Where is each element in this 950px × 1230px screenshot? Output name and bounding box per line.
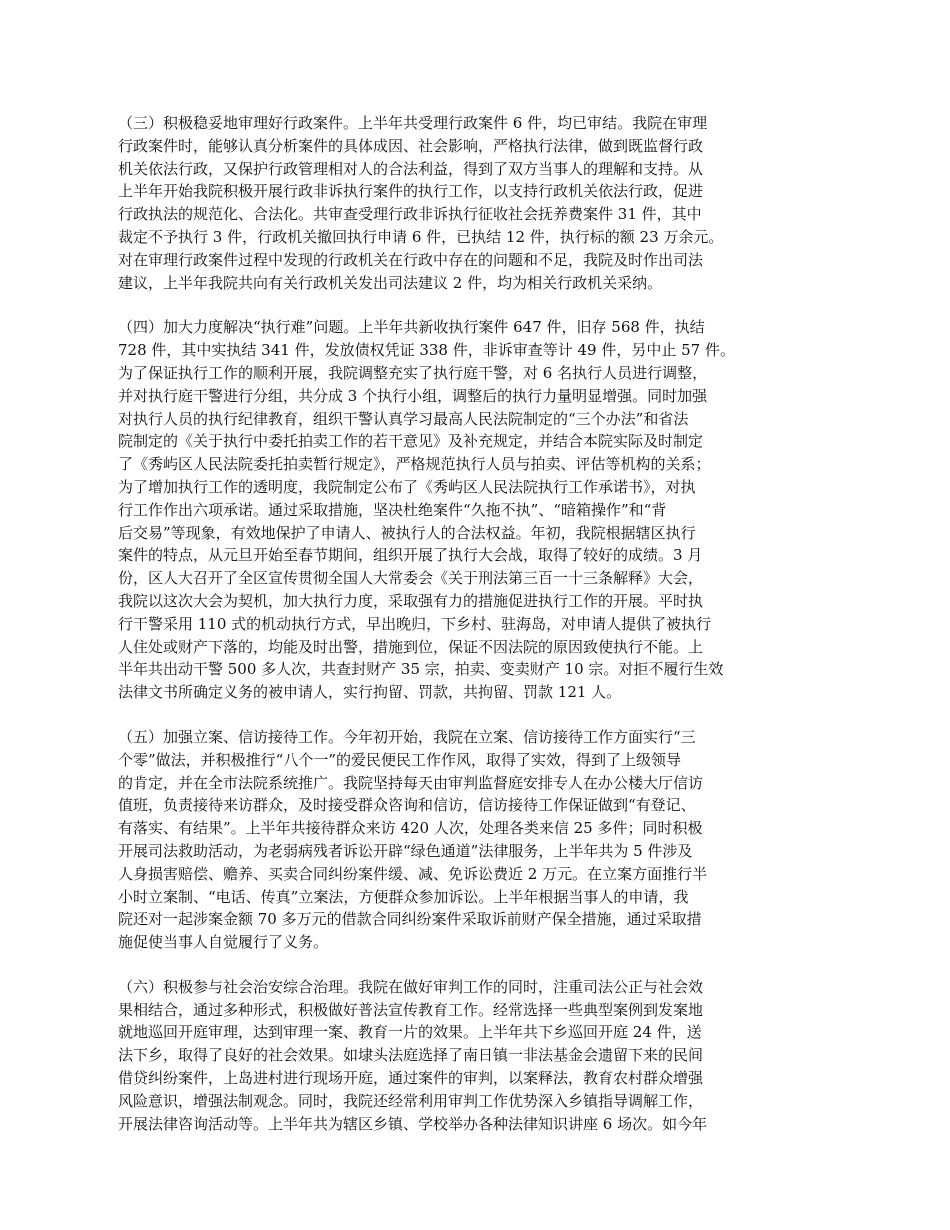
text-line: 个零”做法，并积极推行“八个一”的爱民便民工作作风，取得了实效，得到了上级领导 xyxy=(118,750,682,769)
text-line: 值班，负责接待来访群众，及时接受群众咨询和信访，信访接待工作保证做到“有登记、 xyxy=(118,796,696,815)
text-line: 果相结合，通过多种形式，积极做好普法宣传教育工作。经常选择一些典型案例到发案地 xyxy=(118,1000,704,1019)
text-line: 裁定不予执行 3 件，行政机关撤回执行申请 6 件，已执结 12 件，执行标的额 23 万余元。 xyxy=(118,227,724,246)
text-line: 小时立案制、“电话、传真”立案法，方便群众参加诉讼。上半年根据当事人的申请，我 xyxy=(118,887,689,906)
document-body xyxy=(118,112,848,1157)
text-line: 对在审理行政案件过程中发现的行政机关在行政中存在的问题和不足，我院及时作出司法 xyxy=(118,250,704,269)
text-line: 行政案件时，能够认真分析案件的具体成因、社会影响，严格执行法律，做到既监督行政 xyxy=(118,136,704,155)
text-line: 法律文书所确定义务的被申请人，实行拘留、罚款，共拘留、罚款 121 人。 xyxy=(118,683,622,702)
text-line: 行干警采用 110 式的机动执行方式，早出晚归，下乡村、驻海岛，对申请人提供了被执行 xyxy=(118,614,712,633)
text-line: 开展司法救助活动，为老弱病残者诉讼开辟“绿色通道”法律服务，上半年共为 5 件涉及 xyxy=(118,841,693,860)
text-line: （三）积极稳妥地审理好行政案件。上半年共受理行政案件 6 件，均已审结。我院在审理 xyxy=(118,114,708,132)
text-line: （五）加强立案、信访接待工作。今年初开始，我院在立案、信访接待工作方面实行“三 xyxy=(118,727,696,746)
text-line: 院还对一起涉案金额 70 多万元的借款合同纠纷案件采取诉前财产保全措施，通过采取措 xyxy=(118,910,702,929)
text-line: 我院以这次大会为契机，加大执行力度，采取强有力的措施促进执行工作的开展。平时执 xyxy=(118,591,704,610)
text-line: 了《秀屿区人民法院委托拍卖暂行规定》，严格规范执行人员与拍卖、评估等机构的关系； xyxy=(118,455,711,474)
text-line: 就地巡回开庭审理，达到审理一案、教育一片的效果。上半年共下乡巡回开庭 24 件，送 xyxy=(118,1023,702,1042)
text-line: 机关依法行政，又保护行政管理相对人的合法利益，得到了双方当事人的理解和支持。从 xyxy=(118,159,704,178)
text-line: 半年共出动干警 500 多人次，共查封财产 35 宗，拍卖、变卖财产 10 宗。对拒不履行生效 xyxy=(118,660,724,679)
text-line: 728 件，其中实执结 341 件，发放债权凭证 338 件，非诉审查等计 49 件，另中止 57 件。 xyxy=(118,341,735,360)
text-line: 院制定的《关于执行中委托拍卖工作的若干意见》及补充规定，并结合本院实际及时制定 xyxy=(118,432,704,451)
text-line: 案件的特点，从元旦开始至春节期间，组织开展了执行大会战，取得了较好的成绩。3 月 xyxy=(118,546,703,565)
text-line: 并对执行庭干警进行分组，共分成 3 个执行小组，调整后的执行力量明显增强。同时加强 xyxy=(118,386,708,405)
text-line: 为了增加执行工作的透明度，我院制定公布了《秀屿区人民法院执行工作承诺书》，对执 xyxy=(118,477,696,496)
paragraph-filing-petitions xyxy=(118,726,848,954)
text-line: 对执行人员的执行纪律教育，组织干警认真学习最高人民法院制定的“三个办法”和省法 xyxy=(118,409,689,428)
text-line: 有落实、有结果”。上半年共接待群众来访 420 人次，处理各类来信 25 多件；同时积极 xyxy=(118,819,703,838)
text-line: 风险意识，增强法制观念。同时，我院还经常利用审判工作优势深入乡镇指导调解工作， xyxy=(118,1091,704,1110)
text-line: 行工作作出六项承诺。通过采取措施，坚决杜绝案件“久拖不执”、“暗箱操作”和“背 xyxy=(118,500,667,519)
text-line: 后交易”等现象，有效地保护了申请人、被执行人的合法权益。年初，我院根据辖区执行 xyxy=(118,523,696,542)
text-line: （六）积极参与社会治安综合治理。我院在做好审判工作的同时，注重司法公正与社会效 xyxy=(118,977,704,996)
text-line: 人住处或财产下落的，均能及时出警，措施到位，保证不因法院的原因致使执行不能。上 xyxy=(118,637,704,656)
text-line: 的肯定，并在全市法院系统推广。我院坚持每天由审判监督庭安排专人在办公楼大厅信访 xyxy=(118,773,704,792)
text-line: 份，区人大召开了全区宣传贯彻全国人大常委会《关于刑法第三百一十三条解释》大会， xyxy=(118,569,704,588)
text-line: 人身损害赔偿、赡养、买卖合同纠纷案件缓、减、免诉讼费近 2 万元。在立案方面推行半 xyxy=(118,864,708,883)
text-line: （四）加大力度解决“执行难”问题。上半年共新收执行案件 647 件，旧存 568 件，执结 xyxy=(118,318,705,337)
text-line: 施促使当事人自觉履行了义务。 xyxy=(118,933,329,952)
text-line: 法下乡，取得了良好的社会效果。如埭头法庭选择了南日镇一非法基金会遗留下来的民间 xyxy=(118,1046,704,1065)
text-line: 上半年开始我院积极开展行政非诉执行案件的执行工作，以支持行政机关依法行政，促进 xyxy=(118,182,704,201)
text-line: 借贷纠纷案件，上岛进村进行现场开庭，通过案件的审判，以案释法，教育农村群众增强 xyxy=(118,1069,704,1088)
text-line: 行政执法的规范化、合法化。共审查受理行政非诉执行征收社会抚养费案件 31 件，其中 xyxy=(118,205,702,224)
text-line: 建议，上半年我院共向有关行政机关发出司法建议 2 件，均为相关行政机关采纳。 xyxy=(118,273,663,292)
paragraph-enforcement-difficulty xyxy=(118,316,848,704)
text-line: 为了保证执行工作的顺利开展，我院调整充实了执行庭干警，对 6 名执行人员进行调整， xyxy=(118,363,708,382)
paragraph-public-security xyxy=(118,976,848,1136)
text-line: 开展法律咨询活动等。上半年共为辖区乡镇、学校举办各种法律知识讲座 6 场次。如今年 xyxy=(118,1114,708,1133)
paragraph-administrative-cases xyxy=(118,112,848,294)
